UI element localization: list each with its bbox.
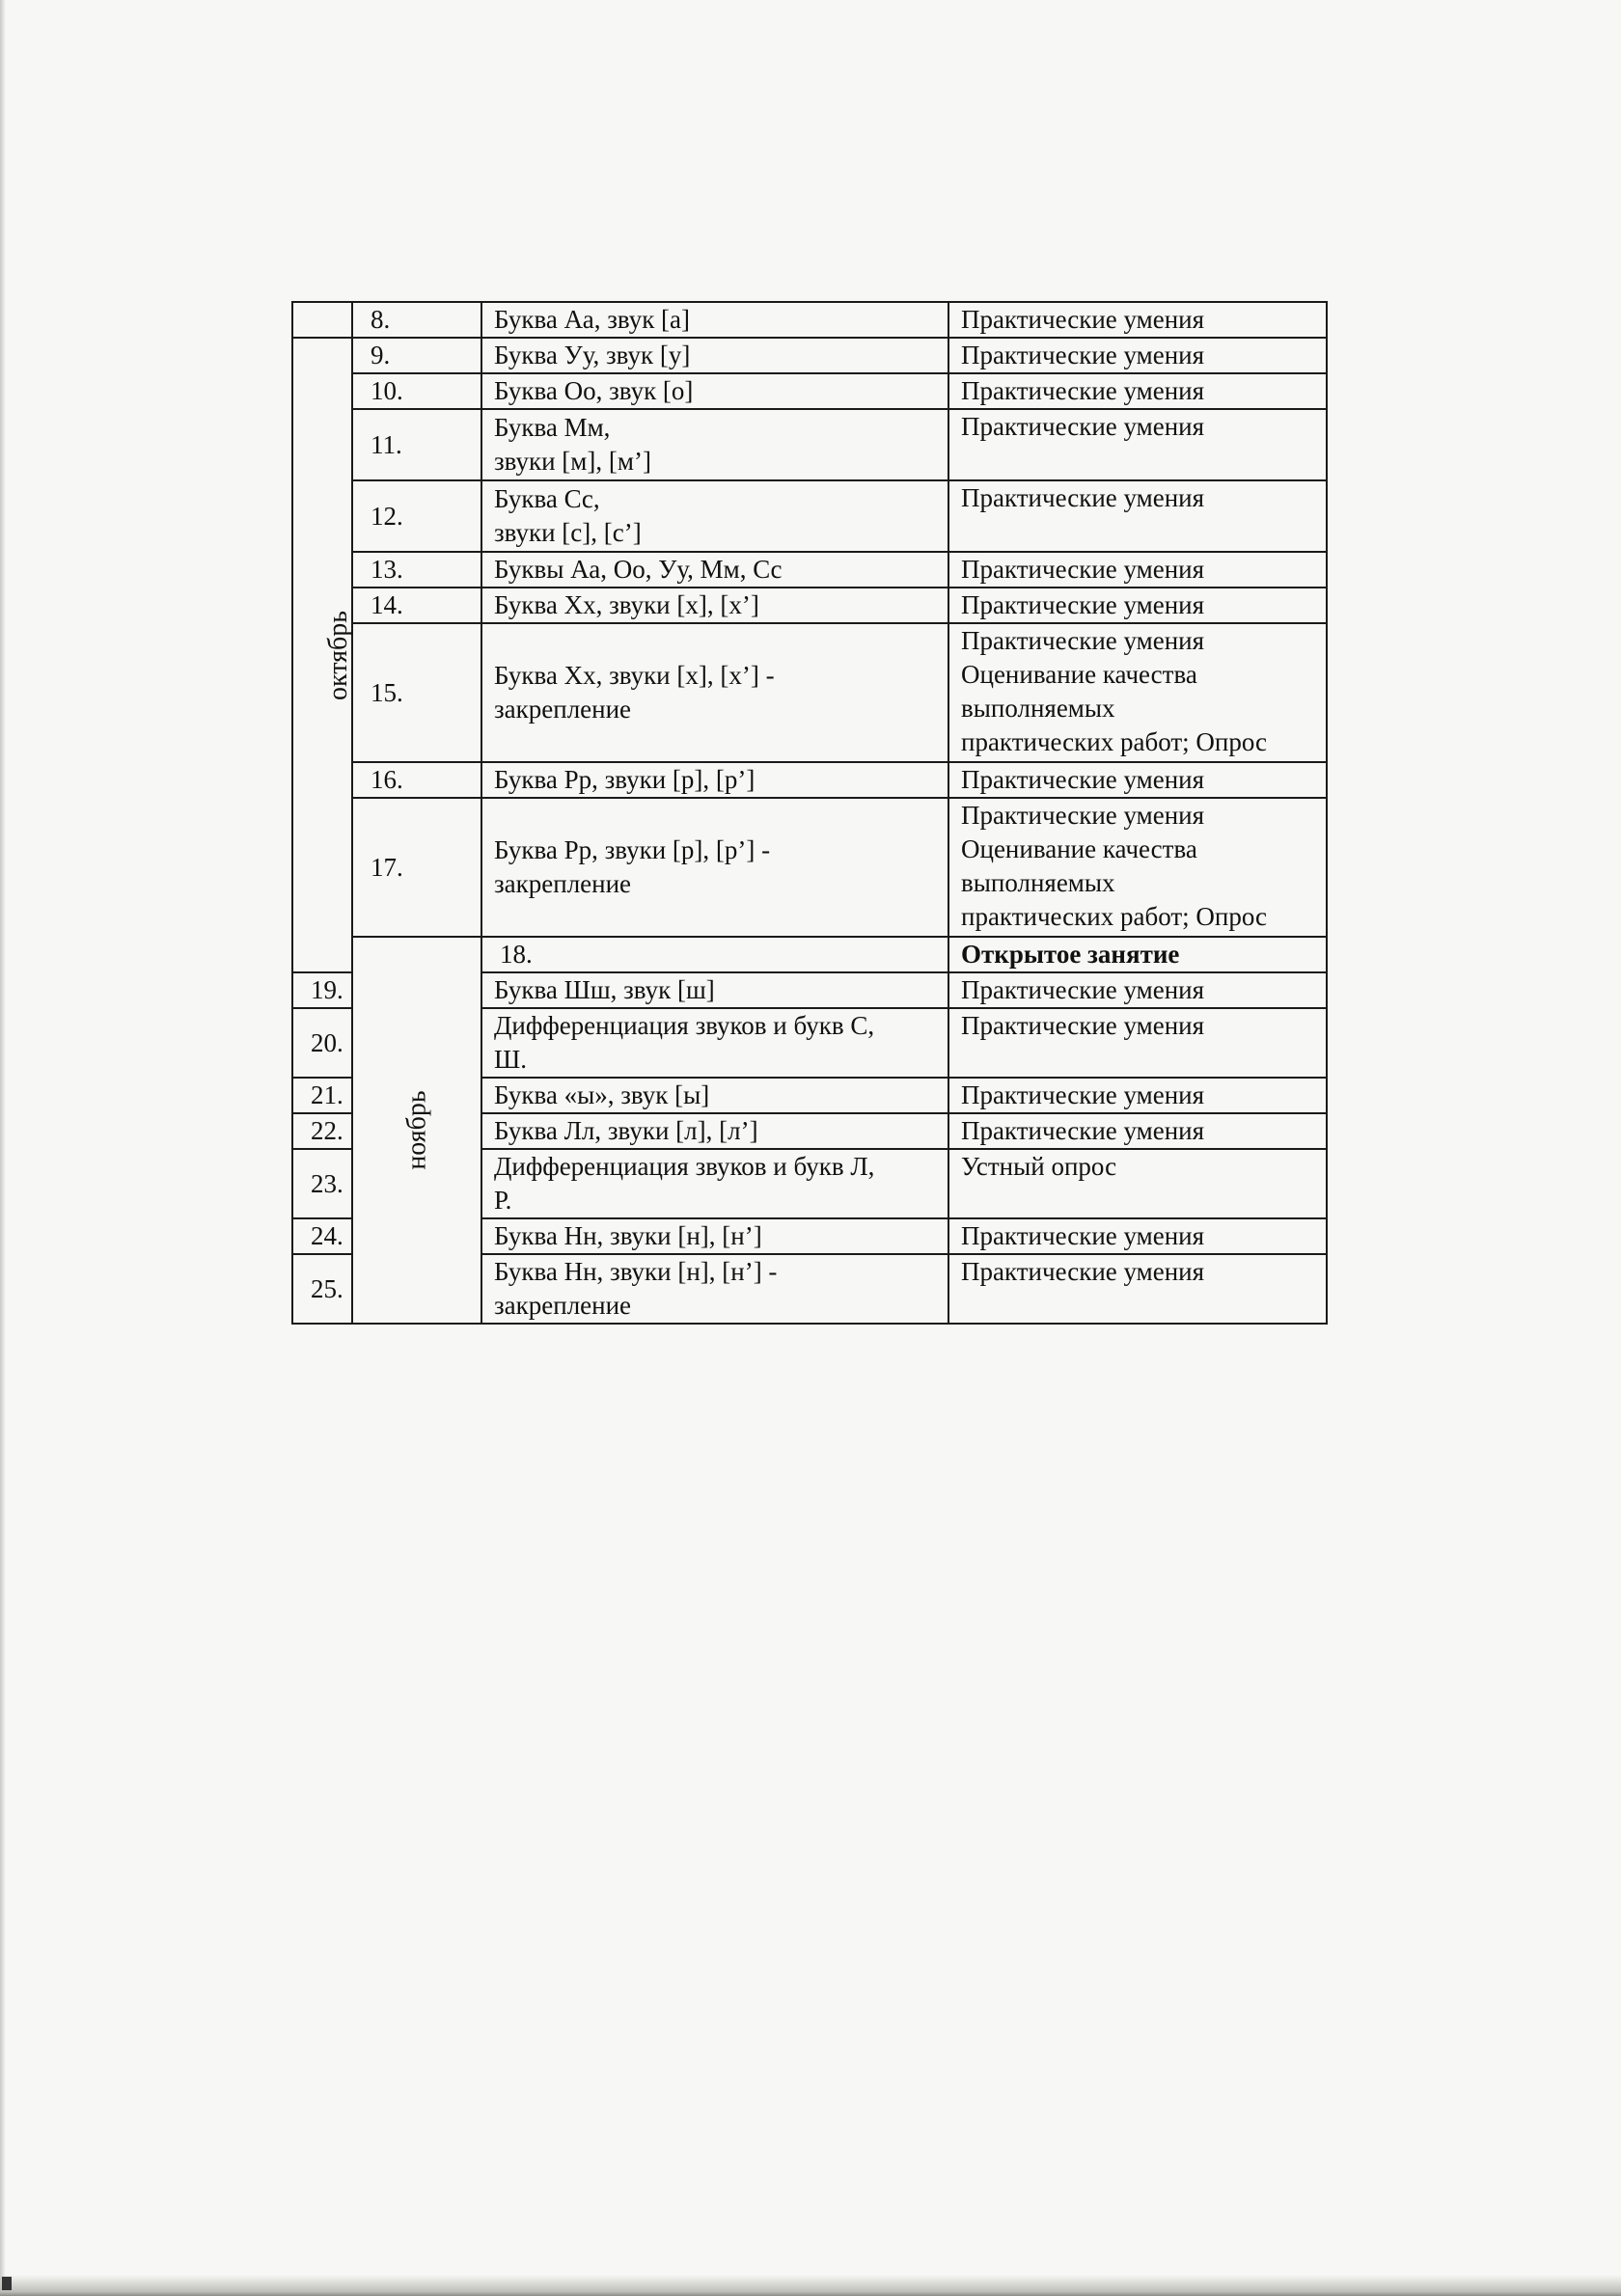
lesson-number: 15.: [352, 623, 481, 762]
table-row: [292, 623, 1327, 762]
table-row: [292, 798, 1327, 937]
scan-edge-bottom: [0, 2275, 1621, 2296]
lesson-number: 24.: [292, 1218, 352, 1254]
lesson-topic: Буква Оо, звук [о]: [481, 373, 948, 409]
lesson-topic: Буква Рр, звуки [р], [р’]: [481, 762, 948, 798]
table-row: [292, 373, 1327, 409]
lesson-number: 8.: [352, 302, 481, 338]
lesson-result: Устный опрос: [948, 1149, 1327, 1218]
scan-edge-left: [0, 0, 6, 2296]
lesson-result: Практические умения: [948, 480, 1327, 552]
lesson-topic: Буква Лл, звуки [л], [л’]: [481, 1113, 948, 1149]
table-row: [292, 409, 1327, 480]
lesson-result: Практические умения: [948, 302, 1327, 338]
lesson-plan-table: [291, 301, 1328, 1325]
lesson-topic: Буква Нн, звуки [н], [н’]: [481, 1218, 948, 1254]
month-cell-empty: [292, 302, 352, 338]
month-label: октябрь: [323, 610, 353, 700]
lesson-result: Практические умения Оценивание качества выполняемых практических работ; Опрос: [948, 623, 1327, 762]
lesson-number: 12.: [352, 480, 481, 552]
lesson-topic: Буква Аа, звук [а]: [481, 302, 948, 338]
lesson-topic: Буква Рр, звуки [р], [р’] - закрепление: [481, 798, 948, 937]
lesson-number: 21.: [292, 1078, 352, 1113]
table-row: [292, 338, 1327, 373]
lesson-result: Практические умения: [948, 588, 1327, 623]
lesson-topic: Буква Хх, звуки [х], [х’] - закрепление: [481, 623, 948, 762]
lesson-result: Практические умения: [948, 1254, 1327, 1324]
lesson-result: Практические умения: [948, 1113, 1327, 1149]
lesson-result: Практические умения: [948, 1078, 1327, 1113]
lesson-number: 9.: [352, 338, 481, 373]
month-cell-october: [292, 338, 352, 972]
table-row: [292, 480, 1327, 552]
lesson-topic: Буква «ы», звук [ы]: [481, 1078, 948, 1113]
lesson-topic: Буква Хх, звуки [х], [х’]: [481, 588, 948, 623]
lesson-topic: Открытое занятие: [948, 937, 1327, 972]
table-row: [292, 588, 1327, 623]
table-row: [292, 937, 1327, 972]
scan-mark: [2, 2277, 12, 2290]
lesson-topic: Дифференциация звуков и букв С, Ш.: [481, 1008, 948, 1078]
lesson-number: 13.: [352, 552, 481, 588]
lesson-result: Практические умения Оценивание качества выполняемых практических работ; Опрос: [948, 798, 1327, 937]
lesson-number: 22.: [292, 1113, 352, 1149]
lesson-number: 25.: [292, 1254, 352, 1324]
lesson-result: Практические умения: [948, 338, 1327, 373]
lesson-result: Практические умения: [948, 552, 1327, 588]
lesson-result: Практические умения: [948, 762, 1327, 798]
lesson-topic: Буква Нн, звуки [н], [н’] - закрепление: [481, 1254, 948, 1324]
lesson-topic: Буква Уу, звук [у]: [481, 338, 948, 373]
lesson-topic: Буква Мм, звуки [м], [м’]: [481, 409, 948, 480]
lesson-result: Практические умения: [948, 1218, 1327, 1254]
month-cell-november: [352, 937, 481, 1324]
lesson-topic: Буквы Аа, Оо, Уу, Мм, Сс: [481, 552, 948, 588]
table-row: [292, 552, 1327, 588]
lesson-number: 10.: [352, 373, 481, 409]
lesson-result: Практические умения: [948, 972, 1327, 1008]
lesson-number: 23.: [292, 1149, 352, 1218]
lesson-number: 14.: [352, 588, 481, 623]
lesson-number: 18.: [481, 937, 948, 972]
table-row: [292, 302, 1327, 338]
lesson-number: 20.: [292, 1008, 352, 1078]
lesson-result: Практические умения: [948, 409, 1327, 480]
lesson-number: 19.: [292, 972, 352, 1008]
lesson-topic: Дифференциация звуков и букв Л, Р.: [481, 1149, 948, 1218]
table-row: [292, 762, 1327, 798]
lesson-result: Практические умения: [948, 1008, 1327, 1078]
month-label: ноябрь: [401, 1090, 432, 1170]
lesson-number: 11.: [352, 409, 481, 480]
lesson-topic: Буква Сс, звуки [с], [с’]: [481, 480, 948, 552]
lesson-topic: Буква Шш, звук [ш]: [481, 972, 948, 1008]
lesson-number: 17.: [352, 798, 481, 937]
lesson-result: Практические умения: [948, 373, 1327, 409]
lesson-number: 16.: [352, 762, 481, 798]
